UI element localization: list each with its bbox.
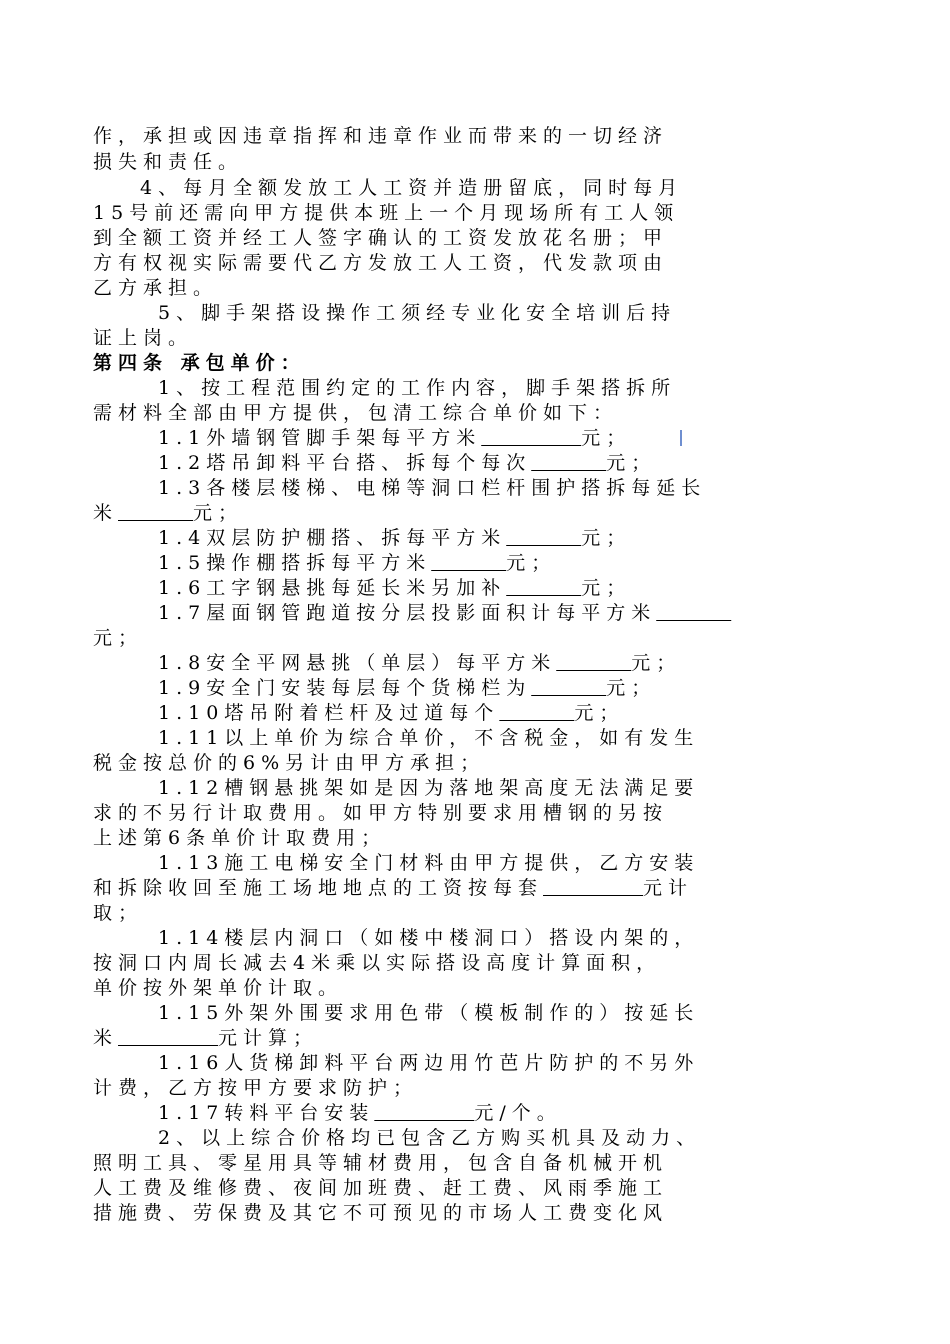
text-cursor xyxy=(680,430,682,446)
text-line: 1.1外墙钢管脚手架每平方米 元； xyxy=(158,427,632,449)
text-line: 1.7屋面钢管跑道按分层投影面积计每平方米 xyxy=(158,602,657,624)
text-line: 单价按外架单价计取。 xyxy=(93,977,344,999)
text-line: 元； xyxy=(93,627,144,649)
text-line: 1.9安全门安装每层每个货梯栏为 元； xyxy=(158,677,657,699)
text-line: 米 元计算； xyxy=(93,1027,319,1049)
text-line: 1.10塔吊附着栏杆及过道每个 元； xyxy=(158,702,625,724)
text-line: 上述第6条单价计取费用； xyxy=(93,827,387,849)
text-line: 1.14楼层内洞口（如楼中楼洞口）搭设内架的， xyxy=(158,927,700,949)
text-line: 人工费及维修费、夜间加班费、赶工费、风雨季施工 xyxy=(93,1177,669,1199)
text-line: 1.5操作棚搭拆每平方米 元； xyxy=(158,552,557,574)
text-line: 损失和责任。 xyxy=(93,151,244,173)
text-line: 到全额工资并经工人签字确认的工资发放花名册；甲 xyxy=(93,227,669,249)
text-line: 税金按总价的6%另计由甲方承担； xyxy=(93,752,486,774)
text-line: 1.6工字钢悬挑每延长米另加补 元； xyxy=(158,577,632,599)
text-line: 按洞口内周长减去4米乘以实际搭设高度计算面积， xyxy=(93,952,662,974)
text-line: 1.11以上单价为综合单价，不含税金，如有发生 xyxy=(158,727,700,749)
text-line: 4、每月全额发放工人工资并造册留底，同时每月 xyxy=(140,177,684,199)
text-line: 取； xyxy=(93,902,144,924)
text-line: 照明工具、零星用具等辅材费用，包含自备机械开机 xyxy=(93,1152,669,1174)
text-line: 求的不另行计取费用。如甲方特别要求用槽钢的另按 xyxy=(93,802,669,824)
text-line: 1.16人货梯卸料平台两边用竹芭片防护的不另外 xyxy=(158,1052,700,1074)
text-line: 5、脚手架搭设操作工须经专业化安全培训后持 xyxy=(158,302,677,324)
text-line: 1.3各楼层楼梯、电梯等洞口栏杆围护搭拆每延长 xyxy=(158,477,707,499)
text-line: 1.4双层防护棚搭、拆每平方米 元； xyxy=(158,527,632,549)
text-line: 1.13施工电梯安全门材料由甲方提供，乙方安装 xyxy=(158,852,700,874)
section-heading: 第四条 承包单价： xyxy=(93,352,306,374)
text-line: 1.2塔吊卸料平台搭、拆每个每次 元； xyxy=(158,452,657,474)
text-line: 1.12槽钢悬挑架如是因为落地架高度无法满足要 xyxy=(158,777,700,799)
text-line: 15号前还需向甲方提供本班上一个月现场所有工人领 xyxy=(93,202,680,224)
text-line: 1.15外架外围要求用色带（模板制作的）按延长 xyxy=(158,1002,700,1024)
text-line: 方有权视实际需要代乙方发放工人工资，代发款项由 xyxy=(93,252,669,274)
text-line: 计费，乙方按甲方要求防护； xyxy=(93,1077,419,1099)
text-line: 乙方承担。 xyxy=(93,277,219,299)
text-line: 作，承担或因违章指挥和违章作业而带来的一切经济 xyxy=(93,125,669,147)
text-line: 1.8安全平网悬挑（单层）每平方米 元； xyxy=(158,652,682,674)
text-line: 需材料全部由甲方提供，包清工综合单价如下： xyxy=(93,402,619,424)
text-line: 2、以上综合价格均已包含乙方购买机具及动力、 xyxy=(158,1127,702,1149)
text-line: 1、按工程范围约定的工作内容，脚手架搭拆所 xyxy=(158,377,677,399)
text-line: 证上岗。 xyxy=(93,327,194,349)
text-line: 1.17转料平台安装 元/个。 xyxy=(158,1102,562,1124)
text-line: 米 元； xyxy=(93,502,244,524)
text-line: 和拆除收回至施工场地地点的工资按每套 元计 xyxy=(93,877,694,899)
text-line: 措施费、劳保费及其它不可预见的市场人工费变化风 xyxy=(93,1202,669,1224)
